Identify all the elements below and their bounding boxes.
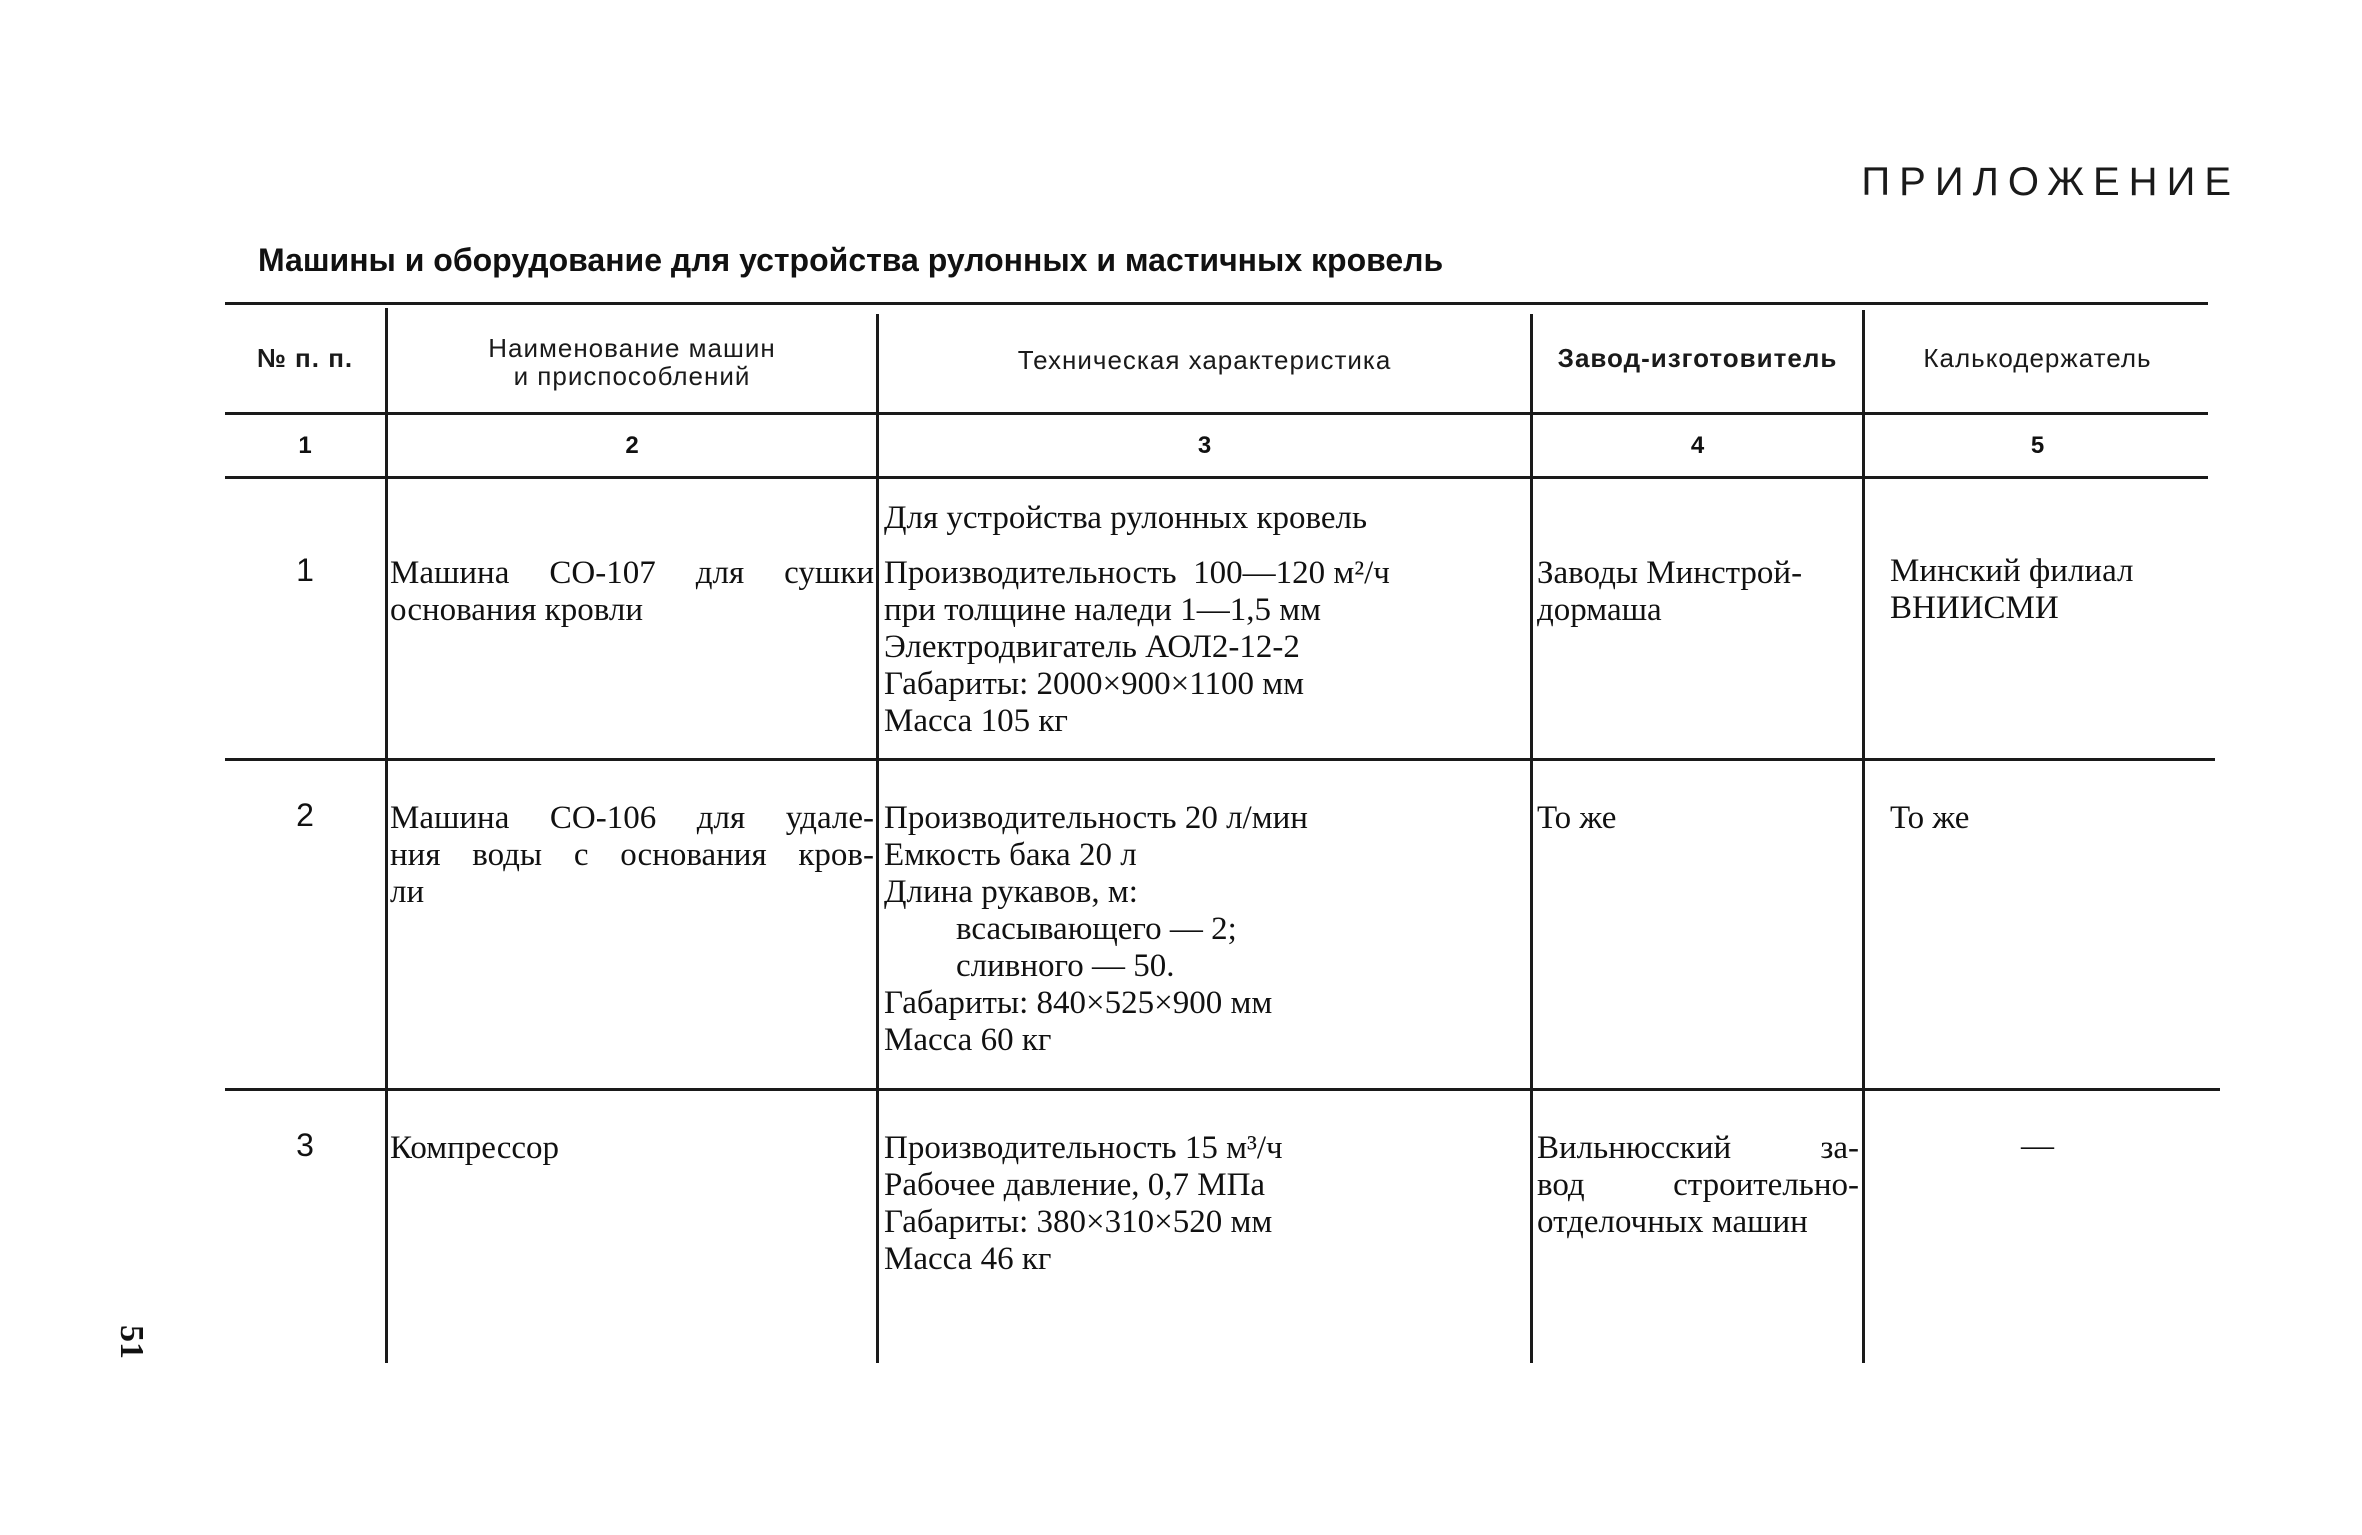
header-name <box>388 334 876 390</box>
row2-holder: То же <box>1890 800 1970 836</box>
row1-spec-line4: Габариты: 2000×900×1100 мм <box>884 666 1305 702</box>
col-divider-3 <box>1530 314 1533 1363</box>
row1-holder <box>1890 553 2208 627</box>
row3-maker-line1: Вильнюсский за- <box>1537 1130 1859 1166</box>
col-divider-1 <box>385 308 388 1363</box>
colnum-1: 1 <box>298 432 312 459</box>
row3-spec-line4: Масса 46 кг <box>884 1241 1052 1277</box>
row1-spec-line1: Производительность 100—120 м²/ч <box>884 555 1390 591</box>
row1-holder-line1: Минский филиал <box>1890 553 2134 589</box>
row1-spec-line3: Электродвигатель АОЛ2-12-2 <box>884 629 1300 665</box>
row2-spec-line7: Масса 60 кг <box>884 1022 1052 1058</box>
row3-maker-line2: вод строительно- <box>1537 1167 1859 1203</box>
row2-maker: То же <box>1537 800 1617 836</box>
row2-spec-line2: Емкость бака 20 л <box>884 837 1137 873</box>
row3-maker <box>1537 1130 1859 1241</box>
row3-maker-line3: отделочных машин <box>1537 1204 1808 1240</box>
header-bottom-rule <box>225 412 2208 415</box>
table-top-rule <box>225 302 2208 305</box>
row1-spec-line5: Масса 105 кг <box>884 703 1068 739</box>
row1-bottom-rule <box>225 758 2215 761</box>
row2-name <box>390 800 874 911</box>
appendix-label: ПРИЛОЖЕНИЕ <box>1861 160 2240 204</box>
row2-spec-line1: Производительность 20 л/мин <box>884 800 1308 836</box>
row3-spec-line1: Производительность 15 м³/ч <box>884 1130 1283 1166</box>
row3-name: Компрессор <box>390 1130 560 1166</box>
row2-spec-line6: Габариты: 840×525×900 мм <box>884 985 1273 1021</box>
row1-maker <box>1537 555 1859 629</box>
row3-spec-line2: Рабочее давление, 0,7 МПа <box>884 1167 1266 1203</box>
row2-number: 2 <box>296 797 314 833</box>
page-number: 51 <box>113 1325 150 1359</box>
header-maker: Завод-изготовитель <box>1557 343 1838 373</box>
header-name-line1: Наименование машин <box>488 333 776 363</box>
header-no: № п. п. <box>256 343 354 373</box>
row1-name-line1: Машина СО-107 для сушки <box>390 555 874 591</box>
row1-spec-line2: при толщине наледи 1—1,5 мм <box>884 592 1321 628</box>
row2-spec-line3: Длина рукавов, м: <box>884 874 1138 910</box>
row3-number: 3 <box>296 1127 314 1163</box>
row2-spec-line5: сливного — 50. <box>956 948 1175 984</box>
header-holder: Калькодержатель <box>1923 343 2152 373</box>
row2-bottom-rule <box>225 1088 2220 1091</box>
header-name-line2: и приспособлений <box>513 361 751 391</box>
colnum-5: 5 <box>2030 432 2045 459</box>
colnum-2: 2 <box>625 432 639 459</box>
row1-maker-line2: дормаша <box>1537 592 1662 628</box>
row2-spec <box>884 800 1528 1059</box>
row1-maker-line1: Заводы Минстрой- <box>1537 555 1803 591</box>
row1-section-note: Для устройства рулонных кровель <box>884 500 1368 536</box>
row3-spec-line3: Габариты: 380×310×520 мм <box>884 1204 1273 1240</box>
table-title: Машины и оборудование для устройства рулонных и мастичных кровель <box>258 242 1444 278</box>
row2-name-line2: ния воды с основания кров- <box>390 837 874 873</box>
row1-spec <box>884 555 1528 740</box>
row2-name-line3: ли <box>390 874 425 910</box>
row1-holder-line2: ВНИИСМИ <box>1890 590 2059 626</box>
row1-number: 1 <box>296 552 314 588</box>
header-spec: Техническая характеристика <box>1017 345 1392 375</box>
row1-name <box>390 555 874 629</box>
col-divider-4 <box>1862 310 1865 1363</box>
row1-name-line2: основания кровли <box>390 592 643 628</box>
row3-spec <box>884 1130 1528 1278</box>
colnum-bottom-rule <box>225 476 2208 479</box>
row3-holder: — <box>2021 1128 2054 1164</box>
colnum-3: 3 <box>1197 432 1212 459</box>
row2-name-line1: Машина СО-106 для удале- <box>390 800 874 836</box>
row2-spec-line4: всасывающего — 2; <box>956 911 1237 947</box>
colnum-4: 4 <box>1690 432 1705 459</box>
col-divider-2 <box>876 314 879 1363</box>
